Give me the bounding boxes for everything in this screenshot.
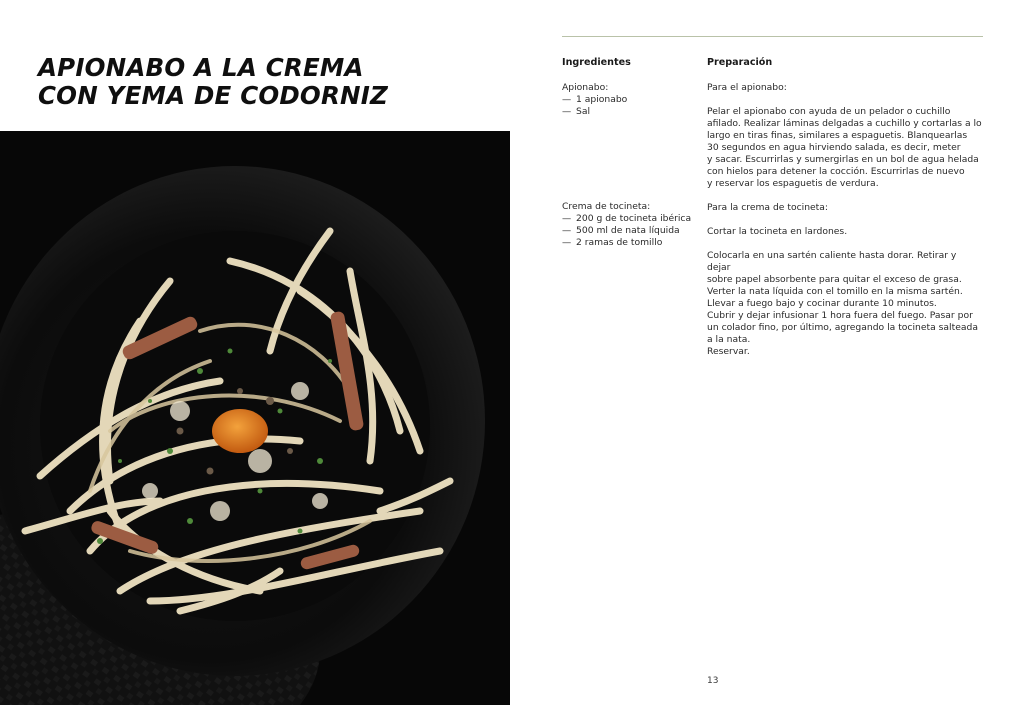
prep-line: largo en tiras finas, similares a espaguetis. Blanquearlas — [707, 130, 968, 141]
ingredients-heading: Ingredientes — [562, 57, 631, 68]
quail-yolk — [212, 409, 268, 453]
prep-line: y reservar los espaguetis de verdura. — [707, 178, 879, 189]
page-number: 13 — [707, 676, 719, 686]
prep-line: Reservar. — [707, 346, 750, 357]
ingredient-group-crema — [562, 201, 702, 249]
top-rule — [562, 36, 983, 37]
prep-crema-intro: Cortar la tocineta en lardones. — [707, 226, 848, 237]
ingredient-group-title: Apionabo: — [562, 82, 609, 93]
ingredient-item: — 200 g de tocineta ibérica — [562, 213, 692, 224]
prep-line: 30 segundos en agua hirviendo salada, es decir, meter — [707, 142, 961, 153]
recipe-title — [38, 54, 388, 110]
preparation-heading: Preparación — [707, 57, 773, 68]
recipe-title-line-2: CON YEMA DE CODORNIZ — [38, 81, 389, 110]
ingredient-item: — Sal — [562, 106, 591, 117]
prep-line: a la nata. — [707, 334, 751, 345]
ingredient-list — [562, 94, 702, 118]
ingredient-item: — 1 apionabo — [562, 94, 628, 105]
prep-crema-title: Para la crema de tocineta: — [707, 202, 829, 213]
prep-line: un colador fino, por último, agregando la tocineta salteada — [707, 322, 978, 333]
ingredient-item: — 500 ml de nata líquida — [562, 225, 680, 236]
prep-line: Cubrir y dejar infusionar 1 hora fuera del fuego. Pasar por — [707, 310, 973, 321]
prep-line: Llevar a fuego bajo y cocinar durante 10 minutos. — [707, 298, 937, 309]
prep-apionabo-title: Para el apionabo: — [707, 82, 787, 93]
prep-line: Colocarla en una sartén caliente hasta dorar. Retirar y dejar — [707, 250, 957, 273]
prep-line: y sacar. Escurrirlas y sumergirlas en un bol de agua helada — [707, 154, 979, 165]
ingredient-group-apionabo — [562, 82, 702, 118]
prep-line: afilado. Realizar láminas delgadas a cuchillo y cortarlas a lo — [707, 118, 982, 129]
ingredient-item: — 2 ramas de tomillo — [562, 237, 663, 248]
recipe-title-line-1: APIONABO A LA CREMA — [38, 53, 364, 82]
right-page — [510, 0, 1020, 705]
dish-photo-illustration — [0, 131, 510, 705]
prep-line: sobre papel absorbente para quitar el exceso de grasa. — [707, 274, 962, 285]
prep-apionabo-steps — [707, 106, 982, 190]
prep-line: con hielos para detener la cocción. Escurrirlas de nuevo — [707, 166, 965, 177]
ingredient-group-title: Crema de tocineta: — [562, 201, 651, 212]
dish-photo — [0, 131, 510, 705]
prep-line: Verter la nata líquida con el tomillo en la misma sartén. — [707, 286, 963, 297]
prep-line: Pelar el apionabo con ayuda de un pelador o cuchillo — [707, 106, 951, 117]
ingredient-list — [562, 213, 702, 249]
prep-crema-steps — [707, 250, 982, 358]
